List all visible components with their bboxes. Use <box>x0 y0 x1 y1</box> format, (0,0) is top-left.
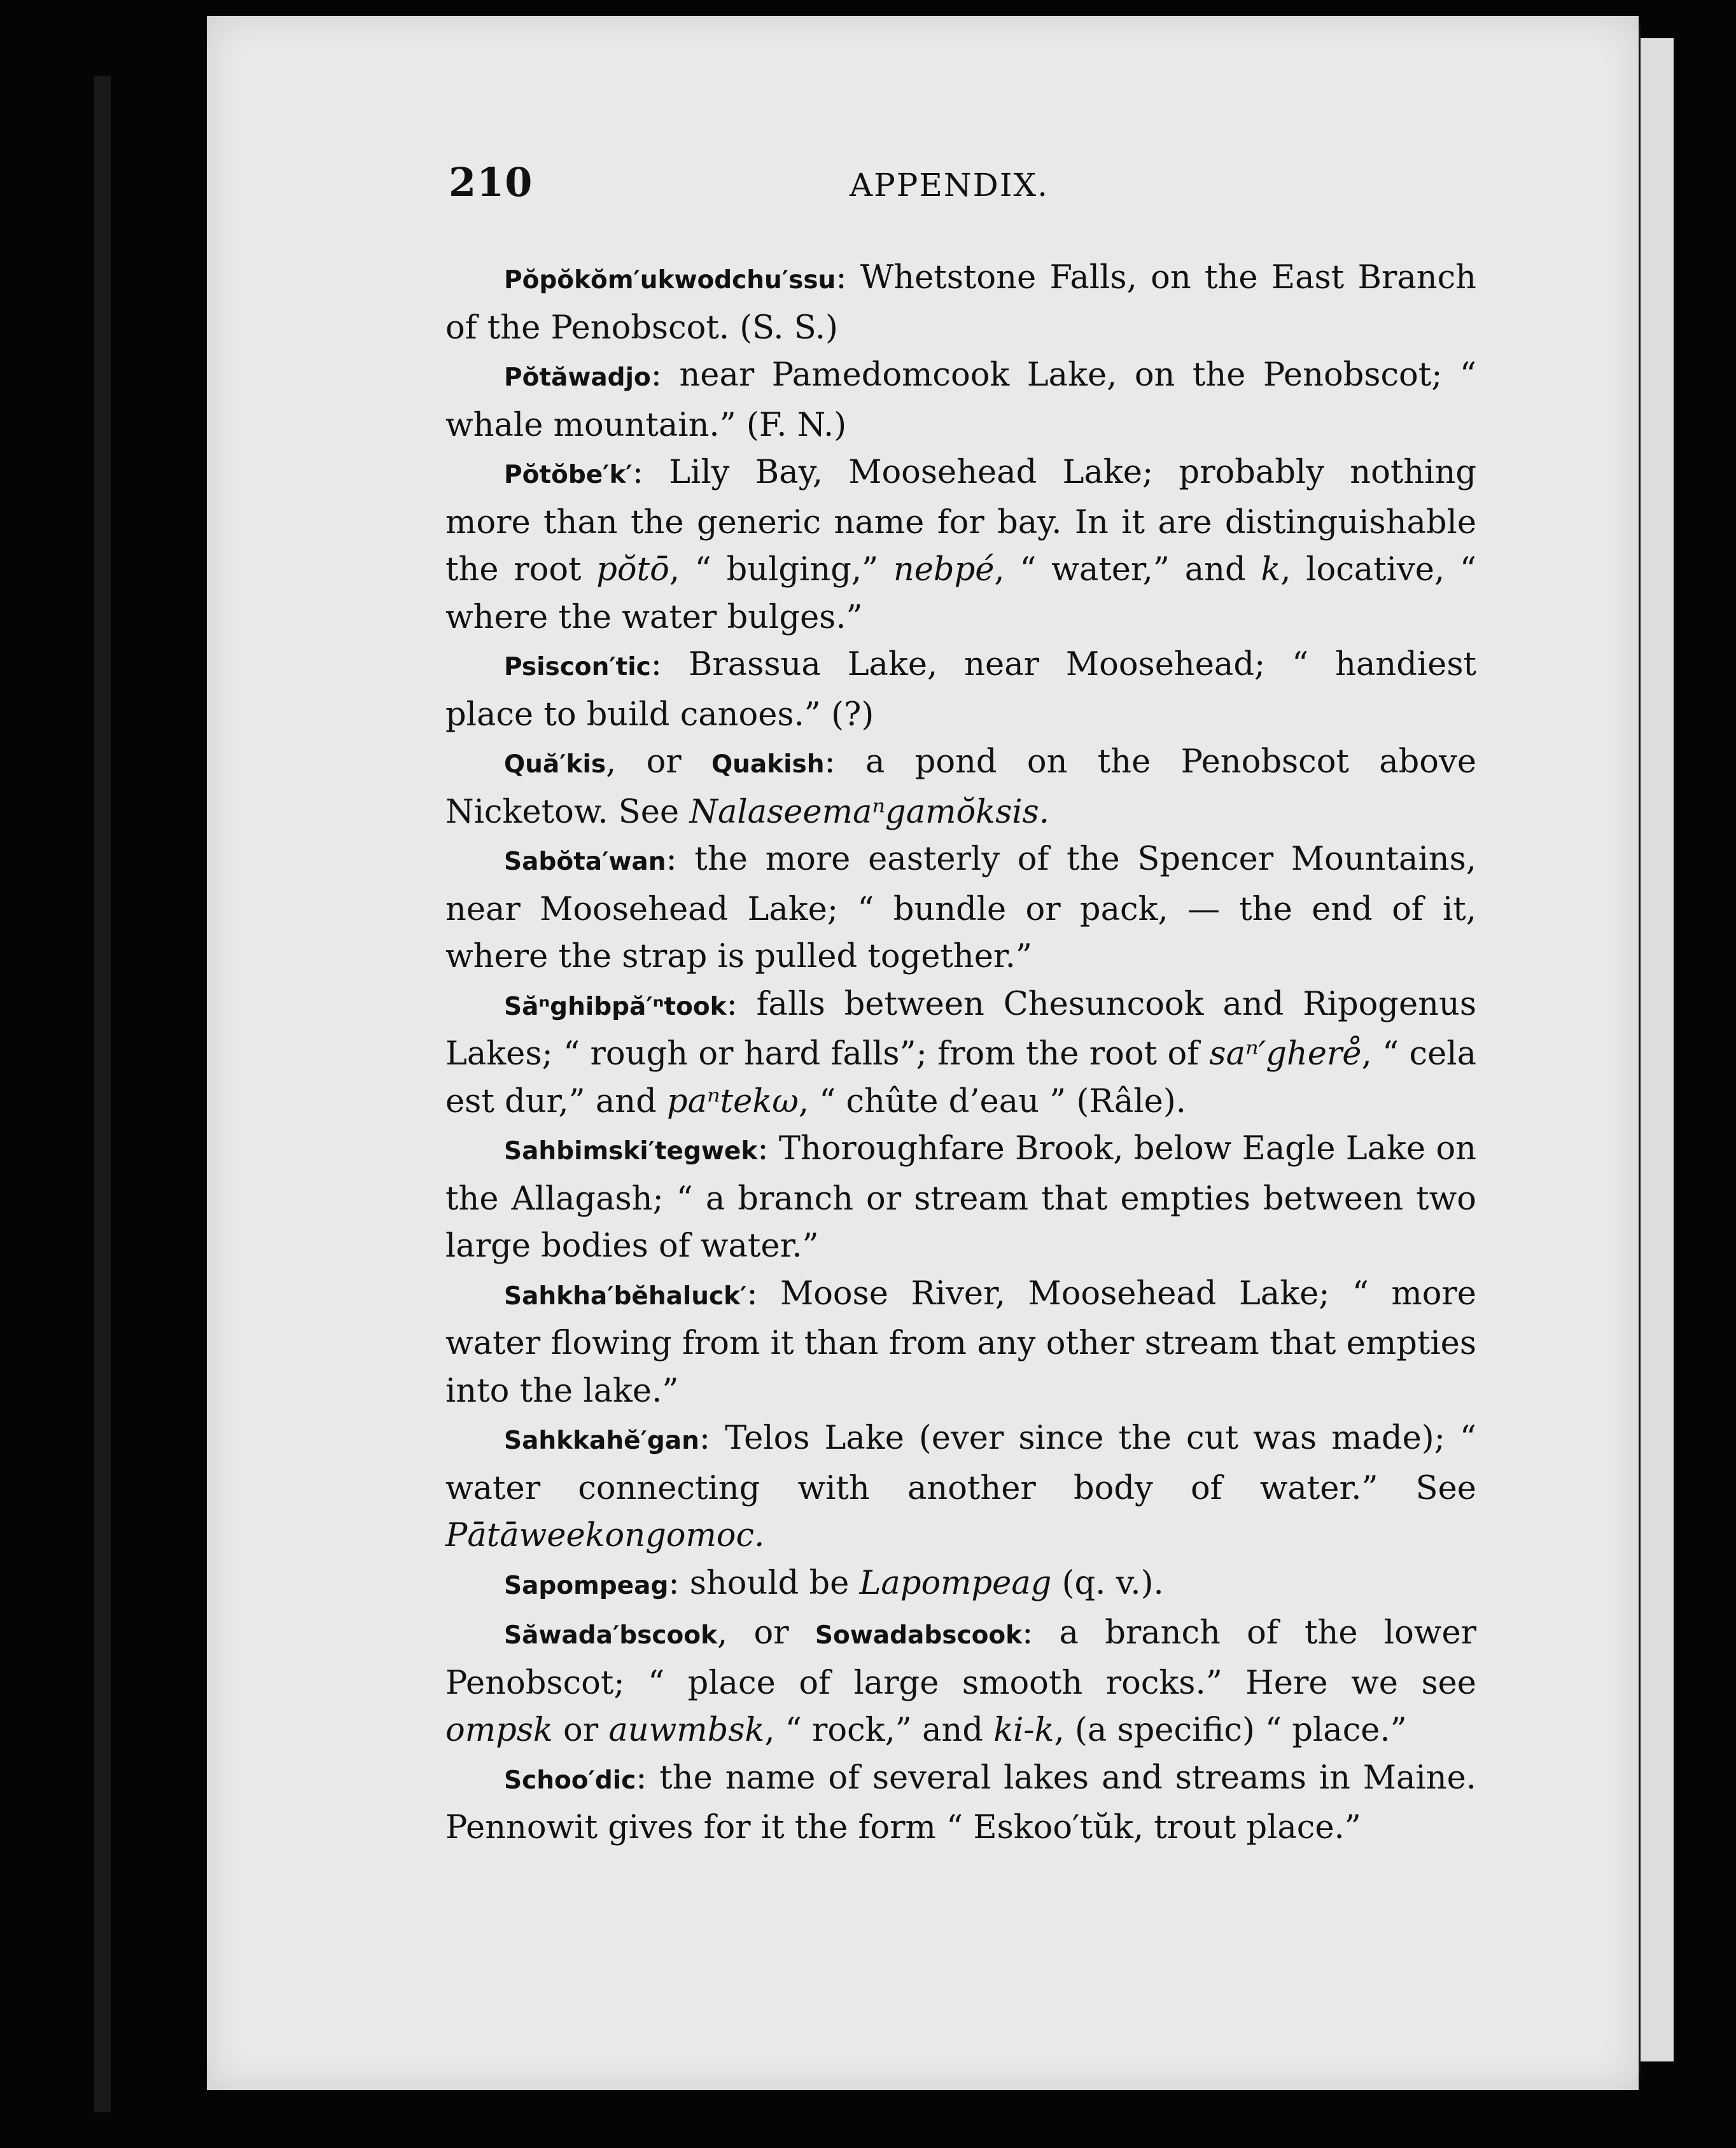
entry-italic-term: Pātāweekongomoc. <box>445 1517 765 1554</box>
glossary-entry <box>445 1610 1476 1755</box>
running-title: APPENDIX. <box>850 167 1049 204</box>
entry-text: : Telos Lake (ever since the cut was made); “ water connecting with another body of water.” See <box>445 1419 1476 1507</box>
entry-text: (q. v.). <box>1051 1564 1164 1602</box>
glossary-entry <box>445 449 1476 641</box>
glossary-entry <box>445 836 1476 981</box>
entry-text: , “ water,” and <box>994 551 1261 589</box>
entry-headword: Psiscon′tic <box>504 653 651 681</box>
entry-text: : Whetstone Falls, on the East Branch of the Penobscot. (S. S.) <box>445 259 1476 347</box>
entry-headword: Sabŏta′wan <box>504 847 666 876</box>
entry-text: : Moose River, Moosehead Lake; “ more water flowing from it than from any other stream that empties into the lake.” <box>445 1274 1476 1410</box>
glossary-entry <box>445 1560 1476 1610</box>
entry-text: , or <box>606 743 711 781</box>
glossary-entry <box>445 352 1476 449</box>
entry-headword-variant: Quakish <box>711 750 825 779</box>
entry-text: : the name of several lakes and streams in Maine. Pennowit gives for it the form “ Eskoo′tŭk, trout place.” <box>445 1759 1476 1846</box>
entry-headword: Pŏpŏkŏm′ukwodchu′ssu <box>504 266 836 295</box>
entry-text: , “ cela est dur,” and <box>445 1035 1476 1120</box>
entry-headword: Sapompeag <box>504 1571 669 1600</box>
page-number: 210 <box>449 159 533 206</box>
entry-text: , “ chûte d’eau ” (Râle). <box>798 1082 1186 1120</box>
entry-italic-term: Lapompeag <box>859 1564 1052 1602</box>
entry-text: : falls between Chesuncook and Ripogenus Lakes; “ rough or hard falls”; from the root of <box>445 985 1476 1073</box>
entry-text: : Thoroughfare Brook, below Eagle Lake on the Allagash; “ a branch or stream that empties between two large bodies of water.” <box>445 1130 1476 1265</box>
entry-headword: Săⁿghibpă′ⁿtook <box>504 992 727 1021</box>
entry-italic-term: ompsk <box>445 1712 553 1749</box>
entry-headword: Pŏtăwadjo <box>504 363 651 392</box>
glossary-entry <box>445 641 1476 739</box>
glossary-entry <box>445 1271 1476 1416</box>
entry-italic-term: ki-k <box>993 1712 1054 1749</box>
entry-text: or <box>552 1712 609 1749</box>
glossary-entries <box>445 255 1476 1852</box>
entry-headword: Pŏtŏbe′k′ <box>504 461 633 489</box>
entry-italic-term: k <box>1261 551 1281 589</box>
entry-italic-term: Nalaseemaⁿgamŏksis. <box>689 793 1049 831</box>
entry-headword-variant: Sowadabscook <box>815 1621 1023 1650</box>
page-header <box>449 159 1499 210</box>
entry-italic-term: pŏtō <box>596 551 669 589</box>
entry-text: , “ rock,” and <box>764 1712 994 1749</box>
entry-text: , or <box>717 1614 815 1652</box>
entry-italic-term: auwmbsk <box>608 1712 765 1749</box>
entry-text: , “ bulging,” <box>669 551 893 589</box>
entry-headword: Sahkha′bĕhaluck′ <box>504 1281 747 1311</box>
entry-text: , (a specific) “ place.” <box>1054 1712 1407 1749</box>
entry-headword: Sahbimski′tegwek <box>504 1137 758 1166</box>
entry-text: : a branch of the lower Penobscot; “ place of large smooth rocks.” Here we see <box>445 1614 1476 1702</box>
glossary-entry <box>445 1126 1476 1271</box>
entry-text: : Brassua Lake, near Moosehead; “ handiest place to build canoes.” (?) <box>445 646 1476 734</box>
facing-page-edge <box>1639 38 1674 2061</box>
glossary-entry <box>445 739 1476 836</box>
glossary-entry <box>445 1755 1476 1852</box>
book-edge-left <box>94 76 111 2112</box>
entry-text: , locative, “ where the water bulges.” <box>445 551 1477 636</box>
entry-italic-term: nebpé <box>893 551 995 589</box>
entry-italic-term: paⁿtekω <box>666 1082 799 1120</box>
entry-headword: Quă′kis <box>504 750 606 779</box>
glossary-entry <box>445 981 1476 1126</box>
entry-text: : a pond on the Penobscot above Nicketow. See <box>445 743 1477 831</box>
entry-headword: Schoo′dic <box>504 1766 636 1795</box>
entry-headword: Sahkkahĕ′gan <box>504 1426 699 1455</box>
entry-text: : Lily Bay, Moosehead Lake; probably nothing more than the generic name for bay. In it are distinguishable the root <box>445 454 1476 589</box>
glossary-entry <box>445 1415 1476 1560</box>
entry-headword: Săwada′bscook <box>504 1621 718 1650</box>
entry-text: : should be <box>668 1564 860 1602</box>
entry-text: : near Pamedomcook Lake, on the Penobscot; “ whale mountain.” (F. N.) <box>445 356 1476 444</box>
entry-text: : the more easterly of the Spencer Mountains, near Moosehead Lake; “ bundle or pack, — the end of it, where the strap is pulled together.” <box>445 840 1476 975</box>
entry-italic-term: saⁿ′ghere̊ <box>1209 1035 1362 1073</box>
glossary-entry <box>445 255 1476 352</box>
